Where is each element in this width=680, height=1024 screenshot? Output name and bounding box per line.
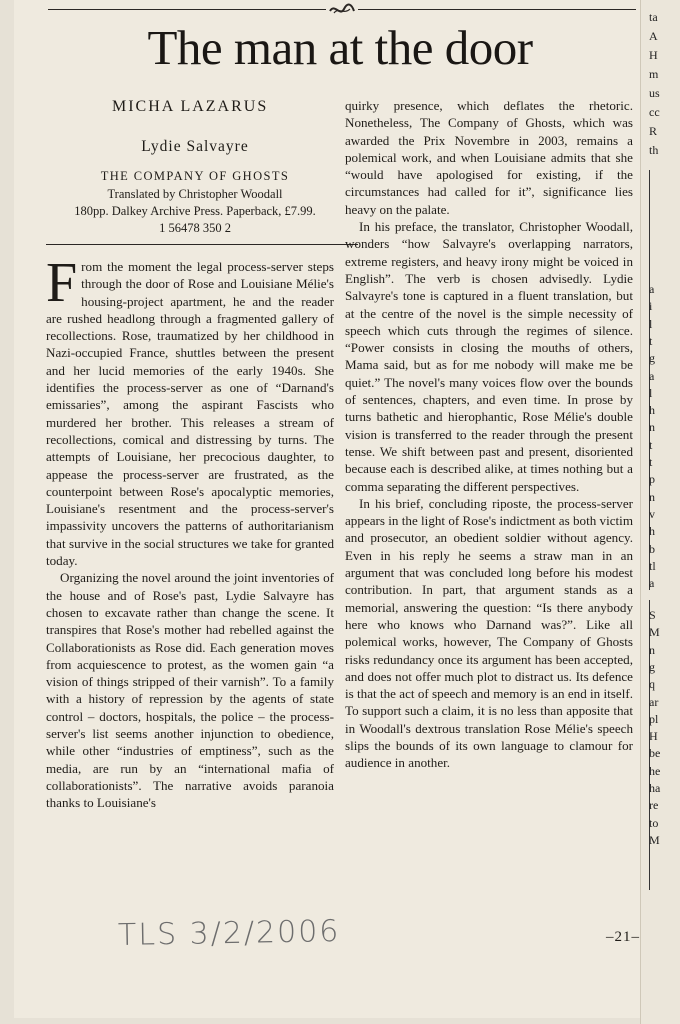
- adjacent-text-fragment: ta: [649, 10, 658, 24]
- adjacent-text-fragment: us: [649, 86, 660, 100]
- adjacent-text-fragment: l: [649, 385, 653, 400]
- adjacent-text-fragment: be: [649, 746, 661, 761]
- book-title: THE COMPANY OF GHOSTS: [100, 169, 290, 183]
- adjacent-text-fragment: a: [649, 282, 655, 296]
- publication-details: 180pp. Dalkey Archive Press. Paperback, £7.99.: [74, 204, 316, 218]
- adjacent-text-fragment: t: [649, 455, 653, 469]
- adjacent-text-fragment: H: [649, 48, 658, 62]
- adjacent-text-fragment: v: [649, 506, 655, 521]
- adjacent-text-fragment: ar: [649, 694, 659, 709]
- column-2: [345, 97, 633, 772]
- adjacent-text-fragment: n: [649, 420, 655, 435]
- adjacent-text-fragment: l: [649, 316, 653, 331]
- paragraph: In his brief, concluding riposte, the process-server appears in the light of Rose's indictment as both victim and prosecutor, an obedient soldier without agency. Even in his reply he seems a straw man in an argument that was concluded long before his modest contribution. In part, that argument stands as a memorial, answering the question: “Is there anybody here who knows who Darnand was?”. Like all polemical works, however, The Company of Ghosts risks redundancy once its argument has been accepted, and does not offer much plot to distract us. Its defence is that the act of speech and memory is an end in itself. To support such a claim, it is no less than apposite that in Woodall's dextrous translation Rose Mélie's speech slips the bounds of its own language to clamour for audience in another.: [345, 495, 633, 771]
- paragraph: From the moment the legal process-server steps through the door of Rose and Louisiane Mélie's housing-project apartment, he and the reader are rushed headlong through a fragmented gallery of recollections. Rose, traumatized by her childhood in Nazi-occupied France, shuttles between the present and her lucid memories of the early 1940s. She identifies the process-server as one of “Darnand's emissaries”, among the aspirant Fascists who murdered her brother. This releases a stream of recollections, comical and distressing by turns. The attempts of Louisiane, her precocious daughter, to appease the process-server are frustrated, as the counterpoint between Rose's apocalyptic memories, Louisiane's resentment and the process-server's impassivity uncovers the patterns of authoritarianism that survive in the social structures we take for granted today.: [46, 252, 334, 569]
- article-title: The man at the door: [147, 20, 533, 75]
- adjacent-text-fragment: cc: [649, 105, 660, 119]
- translator-credit: Translated by Christopher Woodall: [107, 187, 283, 201]
- adjacent-page-edge: [640, 0, 680, 1024]
- adjacent-text-fragment: n: [649, 489, 655, 504]
- drop-cap: F: [46, 252, 78, 314]
- adjacent-text-fragment: t: [649, 333, 653, 348]
- paragraph: Organizing the novel around the joint inventories of the house and of Rose's past, Lydie Salvayre has chosen to excavate rather than change the scene. It transpires that Rose's mother had rebelled against the Collaborationists as Rose did. Each generation moves from acquiescence to protest, as the women gain “a vision of things stripped of their varnish”. To a family with a history of repression by the agents of state control – doctors, hospitals, the police – the process-server's list seems another injunction to obedience, while other “industries of emptiness”, such as the media, are run by an “international mafia of collaborationists”. The narrative avoids paranoia thanks to Louisiane's: [46, 570, 334, 811]
- adjacent-text-fragment: he: [649, 763, 661, 778]
- paragraph: In his preface, the translator, Christopher Woodall, wonders “how Salvayre's overlapping narrators, extreme registers, and heavy irony might be voiced in English”. The verb is chosen advisedly. Lydie Salvayre's tone is captured in a fluent translation, but at the centre of the novel is the simple necessity of speech which cuts through the regimes of silence. “Power consists in closing the mouths of others, Mama said, but as for me nobody will make me be quiet.” The novel's many voices flow over the bounds of sentences, chapters, and even time. In prose by turns bathetic and hierophantic, Rose Mélie's double vision is transferred to the reader through the present tense. We shift between past and present, disoriented because each is described alike, at times nothing but a comma separating the different perspectives.: [345, 219, 633, 494]
- adjacent-text-fragment: g: [649, 351, 655, 366]
- byline: MICHA LAZARUS: [112, 98, 269, 115]
- adjacent-text-fragment: M: [649, 832, 660, 847]
- adjacent-text-fragment: pl: [649, 711, 659, 726]
- adjacent-text-fragment: t: [649, 437, 653, 452]
- adjacent-text-fragment: th: [649, 143, 659, 157]
- adjacent-text-fragment: R: [649, 124, 658, 138]
- adjacent-text-fragment: g: [649, 659, 655, 674]
- book-author: Lydie Salvayre: [141, 138, 249, 155]
- adjacent-text-fragment: b: [649, 541, 655, 556]
- adjacent-text-fragment: a: [649, 368, 655, 383]
- isbn: 1 56478 350 2: [159, 221, 231, 235]
- adjacent-text-fragment: ha: [649, 781, 661, 795]
- adjacent-text-fragment: n: [649, 642, 655, 657]
- adjacent-text-fragment: m: [649, 67, 659, 81]
- adjacent-text-fragment: H: [649, 729, 658, 744]
- adjacent-text-fragment: q: [649, 677, 655, 692]
- adjacent-text-fragment: a: [649, 576, 655, 591]
- adjacent-text-fragment: A: [649, 29, 658, 43]
- adjacent-text-fragment: i: [649, 299, 653, 314]
- adjacent-text-fragment: h: [649, 524, 655, 539]
- adjacent-text-fragment: tl: [649, 558, 656, 573]
- flourish-ornament-icon: [326, 1, 358, 19]
- adjacent-text-fragment: p: [649, 472, 655, 487]
- adjacent-text-fragment: to: [649, 815, 659, 830]
- paragraph: quirky presence, which deflates the rhetoric. Nonetheless, The Company of Ghosts, which was awarded the Prix Novembre in 2003, remains a polemical work, and when Louisiane admits that she “would have apologised for existing, if the circumstances had called for it”, significance lies heavy on the palate.: [345, 98, 633, 217]
- page-number: –21–: [606, 929, 640, 945]
- adjacent-text-fragment: re: [649, 798, 659, 813]
- handwritten-annotation: TLS 3/2/2006: [117, 914, 341, 953]
- header-divider: [46, 244, 358, 245]
- adjacent-text-fragment: h: [649, 403, 655, 418]
- adjacent-text-fragment: S: [649, 608, 656, 622]
- adjacent-text-fragment: M: [649, 625, 660, 640]
- column-1: [46, 252, 334, 812]
